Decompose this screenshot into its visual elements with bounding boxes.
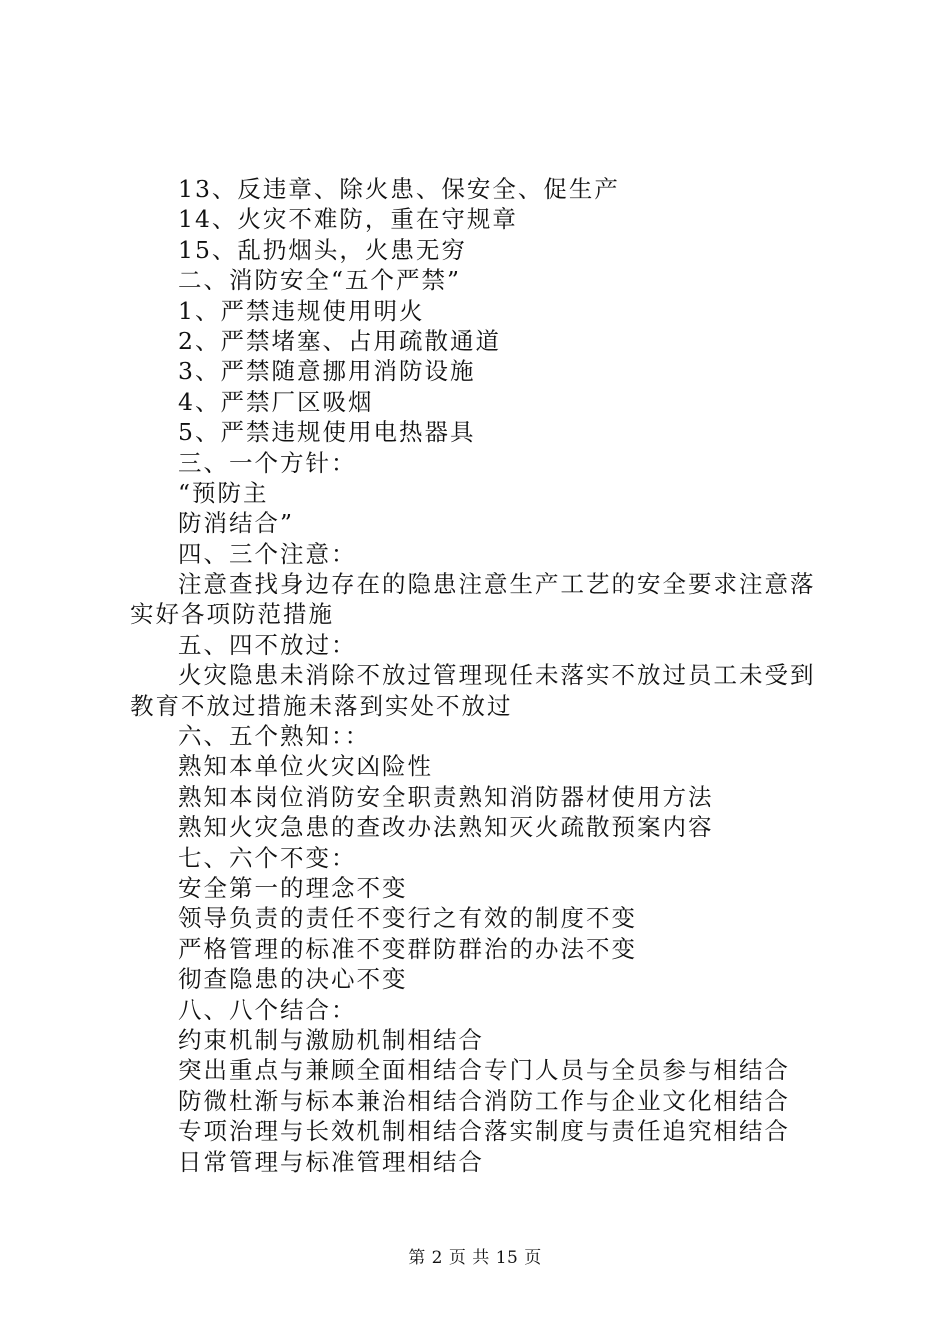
text-line: 八、八个结合：	[178, 995, 357, 1024]
text-line: 4、严禁厂区吸烟	[178, 387, 374, 416]
text-line: 安全第一的理念不变	[178, 873, 408, 902]
text-line: 三、一个方针：	[178, 448, 357, 477]
text-line: 五、四不放过：	[178, 630, 357, 659]
text-line: 3、严禁随意挪用消防设施	[178, 357, 476, 386]
text-line: 领导负责的责任不变行之有效的制度不变	[178, 904, 637, 933]
text-line: 火灾隐患未消除不放过管理现任未落实不放过员工未受到	[178, 661, 816, 690]
text-line: 熟知本单位火灾凶险性	[178, 752, 433, 781]
page-footer	[0, 1243, 950, 1268]
text-line: 二、消防安全“五个严禁”	[178, 266, 462, 295]
text-line: 14、火灾不难防，重在守规章	[178, 205, 518, 234]
text-line: 5、严禁违规使用电热器具	[178, 418, 476, 447]
text-line: 约束机制与激励机制相结合	[178, 1025, 484, 1054]
text-line: 2、严禁堵塞、占用疏散通道	[178, 326, 501, 355]
text-line: “预防主	[178, 478, 269, 507]
text-line: 六、五个熟知：：	[178, 722, 371, 751]
text-line: 1、严禁违规使用明火	[178, 296, 425, 325]
text-line: 注意查找身边存在的隐患注意生产工艺的安全要求注意落	[178, 570, 816, 599]
text-line: 突出重点与兼顾全面相结合专门人员与全员参与相结合	[178, 1056, 790, 1085]
text-line: 日常管理与标准管理相结合	[178, 1147, 484, 1176]
text-line: 专项治理与长效机制相结合落实制度与责任追究相结合	[178, 1117, 790, 1146]
text-line: 熟知本岗位消防安全职责熟知消防器材使用方法	[178, 782, 714, 811]
text-line: 熟知火灾急患的查改办法熟知灭火疏散预案内容	[178, 813, 714, 842]
text-line: 教育不放过措施未落到实处不放过	[130, 691, 513, 720]
text-line: 15、乱扔烟头，火患无穷	[178, 235, 467, 264]
text-line: 四、三个注意：	[178, 539, 357, 568]
document-body	[0, 174, 950, 1177]
text-line: 实好各项防范措施	[130, 600, 334, 629]
text-line: 防微杜渐与标本兼治相结合消防工作与企业文化相结合	[178, 1086, 790, 1115]
text-line: 防消结合”	[178, 509, 295, 538]
text-line: 彻查隐患的决心不变	[178, 965, 408, 994]
text-line: 七、六个不变：	[178, 843, 357, 872]
page-number: 第 2 页 共 15 页	[408, 1248, 542, 1268]
text-line: 13、反违章、除火患、保安全、促生产	[178, 175, 620, 203]
text-line: 严格管理的标准不变群防群治的办法不变	[178, 934, 637, 963]
